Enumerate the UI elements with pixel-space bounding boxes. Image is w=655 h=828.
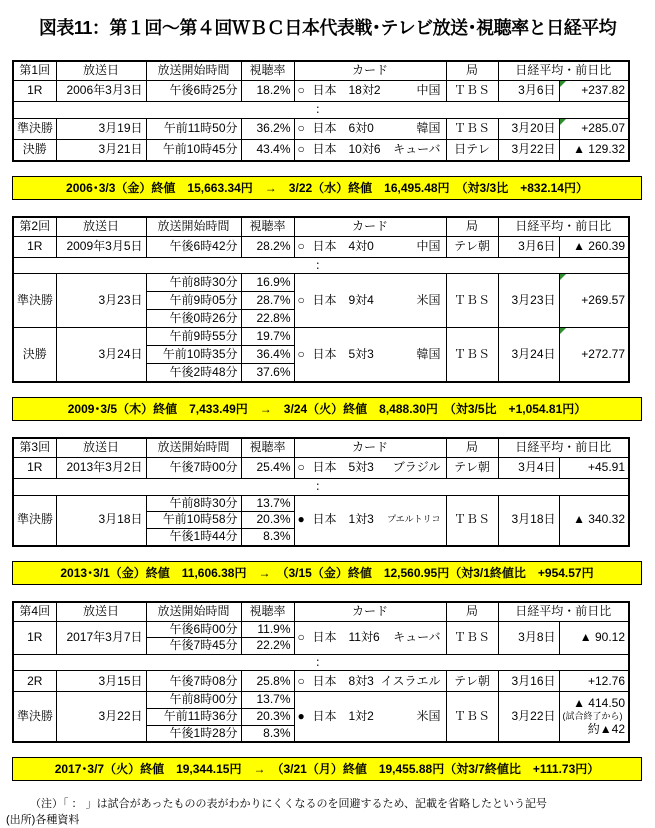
nikkei-value-line: (試合終了から): [562, 711, 623, 722]
broadcast-date-cell: 2013年3月2日: [56, 458, 146, 479]
table-row: [13, 458, 629, 479]
header-row: [13, 602, 629, 622]
start-time-cell: 午前9時05分: [146, 292, 241, 310]
nikkei-value-cell: ▲ 129.32: [559, 139, 629, 161]
station-cell: 日テレ: [446, 139, 498, 161]
matchup-text: 日本 1対2: [312, 708, 374, 723]
excel-flag-triangle-icon: [560, 81, 566, 87]
table-row: [13, 236, 629, 257]
stage-cell: 1R: [13, 621, 56, 654]
card-cell: [294, 458, 446, 479]
column-header-rating: 視聴率: [241, 602, 294, 622]
nikkei-value-cell: +285.07: [559, 118, 629, 139]
station-cell: ＴＢＳ: [446, 328, 498, 383]
table-row: [13, 495, 629, 512]
nikkei-date-cell: 3月18日: [498, 495, 559, 545]
stage-cell: 2R: [13, 671, 56, 692]
column-header-date: 放送日: [56, 438, 146, 458]
rating-cell: 36.2%: [241, 118, 294, 139]
stage-cell: 準決勝: [13, 692, 56, 742]
start-time-cell: 午後1時44分: [146, 528, 241, 545]
column-header-card: カード: [294, 602, 446, 622]
start-time-cell: 午前8時30分: [146, 495, 241, 512]
opponent-text: 韓国: [416, 120, 441, 135]
ellipsis-row: [13, 257, 629, 274]
column-header-card: カード: [294, 217, 446, 237]
ellipsis-row: [13, 479, 629, 496]
column-header-date: 放送日: [56, 602, 146, 622]
start-time-cell: 午前8時00分: [146, 692, 241, 709]
station-cell: ＴＢＳ: [446, 495, 498, 545]
column-header-time: 放送開始時間: [146, 438, 241, 458]
matchup-text: 日本 6対0: [312, 120, 374, 135]
rating-cell: 11.9%: [241, 621, 294, 638]
start-time-cell: 午前8時30分: [146, 274, 241, 292]
round-label: 第4回: [13, 602, 56, 622]
column-header-date: 放送日: [56, 217, 146, 237]
stage-cell: 決勝: [13, 139, 56, 161]
start-time-cell: 午後2時48分: [146, 364, 241, 383]
start-time-cell: 午後7時45分: [146, 638, 241, 655]
station-cell: テレ朝: [446, 671, 498, 692]
opponent-text: キューバ: [393, 141, 441, 156]
start-time-cell: 午後1時28分: [146, 725, 241, 742]
result-mark: ○: [297, 120, 305, 135]
rating-cell: 28.2%: [241, 236, 294, 257]
result-mark: ○: [297, 629, 305, 644]
rating-cell: 20.3%: [241, 512, 294, 529]
broadcast-date-cell: 2006年3月3日: [56, 81, 146, 102]
ellipsis-row: [13, 654, 629, 671]
table-row: [13, 621, 629, 638]
card-content: [298, 709, 443, 725]
card-cell: [294, 692, 446, 742]
wbc-table-round-4: [12, 601, 630, 744]
excel-flag-triangle-icon: [560, 119, 566, 125]
card-cell: [294, 621, 446, 654]
station-cell: テレ朝: [446, 236, 498, 257]
opponent-text: 米国: [416, 708, 441, 723]
note-line: （注）「 ： 」は試合があったものの表がわかりにくくなるのを回避するため、記載を省略したという記号: [30, 798, 548, 811]
card-cell: [294, 81, 446, 102]
card-content: [298, 239, 443, 255]
station-cell: ＴＢＳ: [446, 621, 498, 654]
card-content: [298, 347, 443, 363]
start-time-cell: 午後6時00分: [146, 621, 241, 638]
nikkei-value-cell: +272.77: [559, 328, 629, 383]
nikkei-summary-band: 2013･3/1（金）終値 11,606.38円 → （3/15（金）終値 12,560.95円（対3/1終値比 +954.57円: [12, 561, 642, 585]
nikkei-value-cell: [559, 692, 629, 742]
column-header-card: カード: [294, 438, 446, 458]
stage-cell: 準決勝: [13, 274, 56, 328]
rating-cell: 25.4%: [241, 458, 294, 479]
station-cell: テレ朝: [446, 458, 498, 479]
stage-cell: 1R: [13, 81, 56, 102]
broadcast-date-cell: 3月21日: [56, 139, 146, 161]
result-mark: ●: [297, 512, 305, 527]
opponent-text: ブラジル: [392, 460, 441, 475]
nikkei-summary-band: 2009･3/5（木）終値 7,433.49円 → 3/24（火）終値 8,488.30円 （対3/5比 +1,054.81円）: [12, 397, 642, 421]
nikkei-date-cell: 3月22日: [498, 139, 559, 161]
start-time-cell: 午後7時00分: [146, 458, 241, 479]
ellipsis-cell: ：: [13, 654, 629, 671]
card-content: [298, 674, 443, 690]
result-mark: ○: [297, 83, 305, 98]
card-cell: [294, 274, 446, 328]
round-label: 第1回: [13, 61, 56, 81]
matchup-text: 日本 5対3: [312, 346, 374, 361]
result-mark: ○: [297, 673, 305, 688]
stage-cell: 決勝: [13, 328, 56, 383]
rating-cell: 28.7%: [241, 292, 294, 310]
result-mark: ○: [297, 141, 305, 156]
station-cell: ＴＢＳ: [446, 118, 498, 139]
result-mark: ●: [297, 708, 305, 723]
nikkei-date-cell: 3月24日: [498, 328, 559, 383]
excel-flag-triangle-icon: [560, 274, 566, 280]
rating-cell: 13.7%: [241, 692, 294, 709]
round-label: 第3回: [13, 438, 56, 458]
broadcast-date-cell: 3月19日: [56, 118, 146, 139]
nikkei-value-cell: ▲ 340.32: [559, 495, 629, 545]
nikkei-date-cell: 3月6日: [498, 236, 559, 257]
table-row: [13, 671, 629, 692]
nikkei-value-cell: ▲ 260.39: [559, 236, 629, 257]
rating-cell: 43.4%: [241, 139, 294, 161]
stage-cell: 準決勝: [13, 495, 56, 545]
rating-cell: 22.8%: [241, 310, 294, 328]
broadcast-date-cell: 3月23日: [56, 274, 146, 328]
start-time-cell: 午前11時36分: [146, 708, 241, 725]
tables-container: [0, 60, 655, 781]
rating-cell: 37.6%: [241, 364, 294, 383]
nikkei-date-cell: 3月20日: [498, 118, 559, 139]
stage-cell: 1R: [13, 236, 56, 257]
column-header-time: 放送開始時間: [146, 61, 241, 81]
nikkei-date-cell: 3月8日: [498, 621, 559, 654]
rating-cell: 25.8%: [241, 671, 294, 692]
card-content: [298, 512, 443, 528]
matchup-text: 日本 5対3: [312, 460, 374, 475]
nikkei-value-line: ▲ 414.50: [573, 696, 626, 711]
start-time-cell: 午後0時26分: [146, 310, 241, 328]
broadcast-date-cell: 2009年3月5日: [56, 236, 146, 257]
rating-cell: 18.2%: [241, 81, 294, 102]
broadcast-date-cell: 3月24日: [56, 328, 146, 383]
matchup-text: 日本 10対6: [312, 141, 381, 156]
ellipsis-cell: ：: [13, 102, 629, 119]
broadcast-date-cell: 3月15日: [56, 671, 146, 692]
column-header-rating: 視聴率: [241, 217, 294, 237]
station-cell: ＴＢＳ: [446, 692, 498, 742]
opponent-text: 韓国: [416, 346, 441, 361]
column-header-date: 放送日: [56, 61, 146, 81]
nikkei-value-cell: ▲ 90.12: [559, 621, 629, 654]
column-header-station: 局: [446, 61, 498, 81]
card-content: [298, 121, 443, 137]
matchup-text: 日本 18対2: [312, 83, 381, 98]
result-mark: ○: [297, 238, 305, 253]
rating-cell: 13.7%: [241, 495, 294, 512]
start-time-cell: 午前10時58分: [146, 512, 241, 529]
rating-cell: 20.3%: [241, 708, 294, 725]
rating-cell: 8.3%: [241, 725, 294, 742]
nikkei-value-cell: +12.76: [559, 671, 629, 692]
start-time-cell: 午前10時45分: [146, 139, 241, 161]
broadcast-date-cell: 3月18日: [56, 495, 146, 545]
ellipsis-cell: ：: [13, 479, 629, 496]
header-row: [13, 438, 629, 458]
rating-cell: 22.2%: [241, 638, 294, 655]
nikkei-summary-band: 2006･3/3（金）終値 15,663.34円 → 3/22（水）終値 16,495.48円 （対3/3比 +832.14円）: [12, 176, 642, 200]
matchup-text: 日本 4対0: [312, 238, 374, 253]
start-time-cell: 午前11時50分: [146, 118, 241, 139]
station-cell: ＴＢＳ: [446, 81, 498, 102]
table-row: [13, 274, 629, 292]
card-cell: [294, 495, 446, 545]
column-header-station: 局: [446, 217, 498, 237]
result-mark: ○: [297, 292, 305, 307]
column-header-rating: 視聴率: [241, 438, 294, 458]
rating-cell: 36.4%: [241, 346, 294, 364]
column-header-nikkei: 日経平均・前日比: [498, 61, 629, 81]
matchup-text: 日本 9対4: [312, 292, 374, 307]
opponent-text: 中国: [416, 238, 441, 253]
opponent-text: イスラエル: [380, 673, 441, 688]
start-time-cell: 午後6時42分: [146, 236, 241, 257]
rating-cell: 8.3%: [241, 528, 294, 545]
table-row: [13, 81, 629, 102]
round-label: 第2回: [13, 217, 56, 237]
column-header-nikkei: 日経平均・前日比: [498, 217, 629, 237]
opponent-text: 中国: [416, 83, 441, 98]
nikkei-date-cell: 3月23日: [498, 274, 559, 328]
table-row: [13, 692, 629, 709]
footnotes: [0, 797, 655, 828]
start-time-cell: 午前10時35分: [146, 346, 241, 364]
start-time-cell: 午前9時55分: [146, 328, 241, 346]
card-cell: [294, 118, 446, 139]
wbc-table-round-3: [12, 437, 630, 546]
station-cell: ＴＢＳ: [446, 274, 498, 328]
opponent-text: キューバ: [393, 629, 441, 644]
table-row: [13, 139, 629, 161]
column-header-station: 局: [446, 438, 498, 458]
ellipsis-cell: ：: [13, 257, 629, 274]
card-content: [298, 83, 443, 99]
nikkei-date-cell: 3月22日: [498, 692, 559, 742]
nikkei-value-cell: +45.91: [559, 458, 629, 479]
column-header-time: 放送開始時間: [146, 217, 241, 237]
rating-cell: 19.7%: [241, 328, 294, 346]
nikkei-value-cell: +237.82: [559, 81, 629, 102]
column-header-rating: 視聴率: [241, 61, 294, 81]
wbc-table-round-2: [12, 216, 630, 384]
nikkei-date-cell: 3月4日: [498, 458, 559, 479]
broadcast-date-cell: 3月22日: [56, 692, 146, 742]
card-content: [298, 142, 443, 158]
column-header-time: 放送開始時間: [146, 602, 241, 622]
nikkei-value-cell: +269.57: [559, 274, 629, 328]
ellipsis-row: [13, 102, 629, 119]
table-row: [13, 118, 629, 139]
nikkei-date-cell: 3月16日: [498, 671, 559, 692]
matchup-text: 日本 8対3: [312, 673, 374, 688]
result-mark: ○: [297, 460, 305, 475]
opponent-text: 米国: [416, 292, 441, 307]
start-time-cell: 午後6時25分: [146, 81, 241, 102]
nikkei-date-cell: 3月6日: [498, 81, 559, 102]
nikkei-summary-band: 2017･3/7（火）終値 19,344.15円 → （3/21（月）終値 19,455.88円（対3/7終値比 +111.73円）: [12, 757, 642, 781]
matchup-text: 日本 1対3: [312, 512, 374, 527]
wbc-table-round-1: [12, 60, 630, 162]
card-cell: [294, 139, 446, 161]
column-header-station: 局: [446, 602, 498, 622]
nikkei-value-line: 約▲42: [587, 722, 626, 737]
source-line: (出所)各種資料: [6, 813, 80, 826]
card-content: [298, 630, 443, 646]
stage-cell: 1R: [13, 458, 56, 479]
card-content: [298, 293, 443, 309]
opponent-text: プエルトリコ: [387, 514, 441, 525]
card-cell: [294, 236, 446, 257]
rating-cell: 16.9%: [241, 274, 294, 292]
column-header-nikkei: 日経平均・前日比: [498, 438, 629, 458]
stage-cell: 準決勝: [13, 118, 56, 139]
card-content: [298, 460, 443, 476]
column-header-nikkei: 日経平均・前日比: [498, 602, 629, 622]
matchup-text: 日本 11対6: [312, 629, 380, 644]
card-cell: [294, 328, 446, 383]
header-row: [13, 61, 629, 81]
column-header-card: カード: [294, 61, 446, 81]
excel-flag-triangle-icon: [560, 328, 566, 334]
broadcast-date-cell: 2017年3月7日: [56, 621, 146, 654]
header-row: [13, 217, 629, 237]
start-time-cell: 午後7時08分: [146, 671, 241, 692]
figure-title: 図表11：第１回～第４回ＷＢＣ日本代表戦･テレビ放送･視聴率と日経平均: [38, 18, 617, 38]
card-cell: [294, 671, 446, 692]
result-mark: ○: [297, 346, 305, 361]
table-row: [13, 328, 629, 346]
